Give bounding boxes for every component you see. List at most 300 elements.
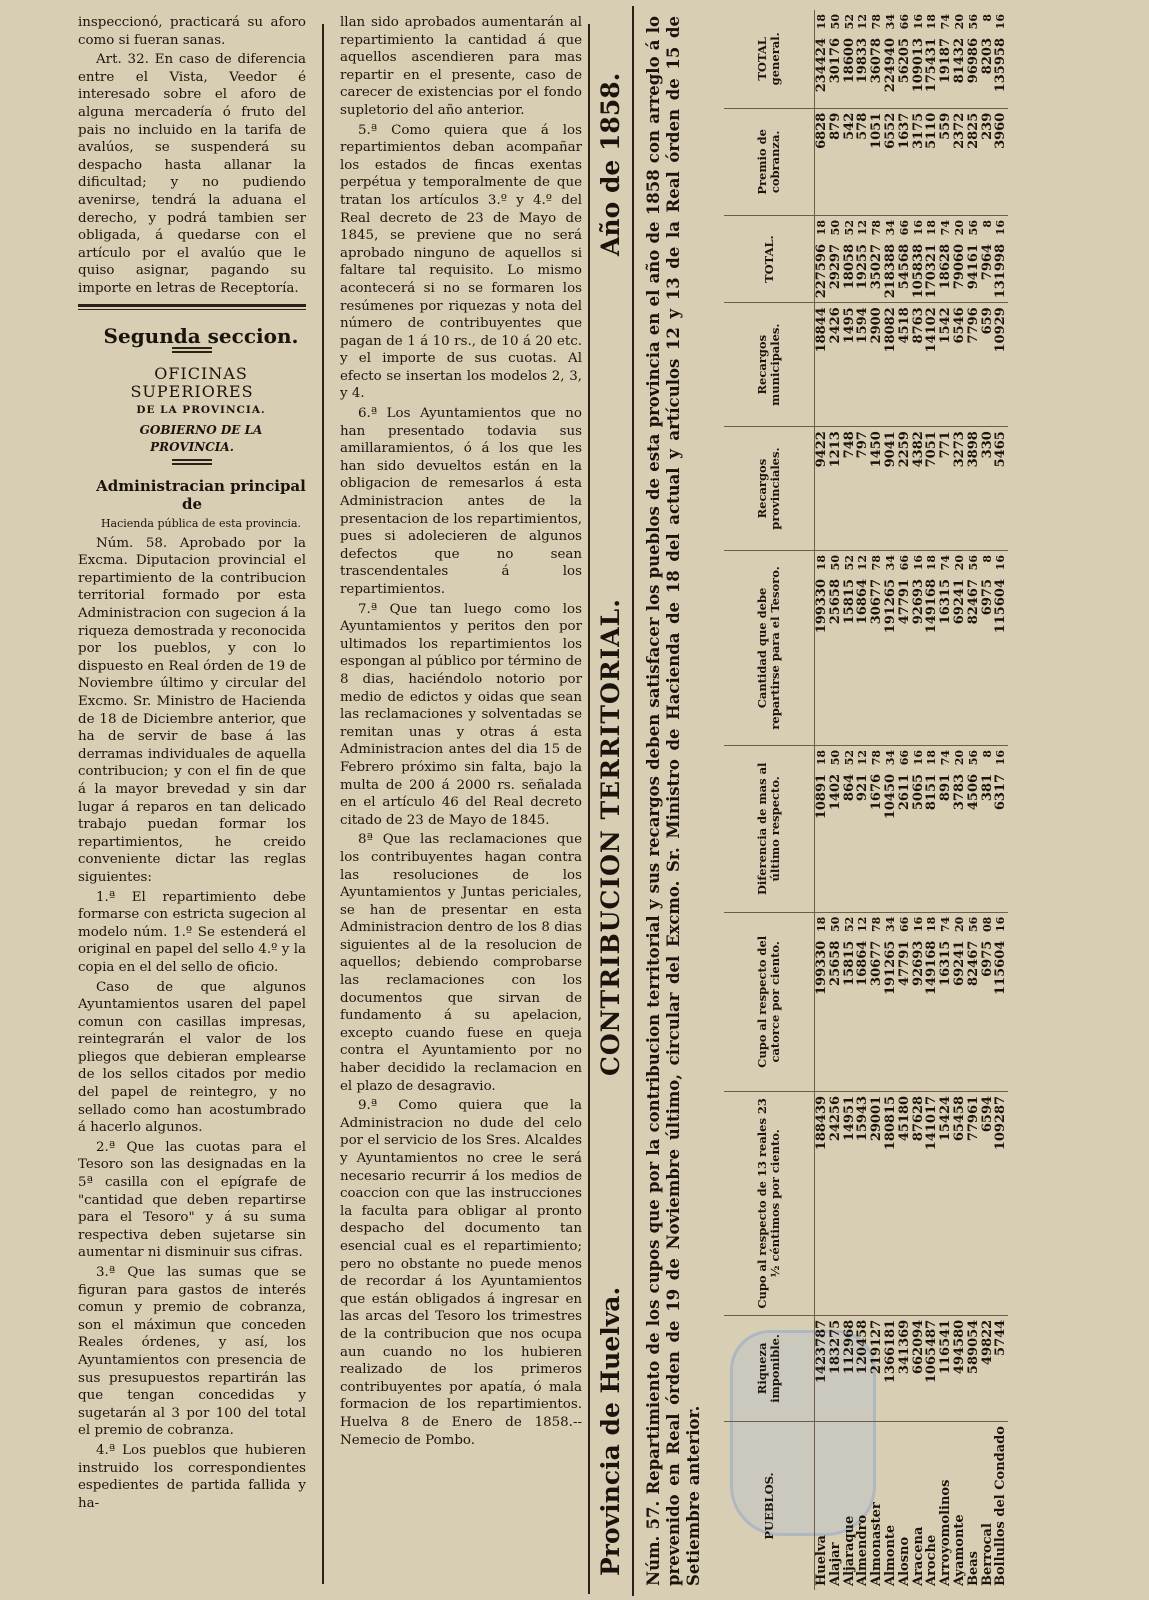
- cell-centimos: 20: [952, 555, 966, 571]
- cell-centimos: 18: [815, 555, 828, 571]
- cell-value: Aljaraque: [841, 1515, 857, 1586]
- body-paragraph: Núm. 58. Aprobado por la Excma. Diputacion provincial el repartimiento de la contribucion territorial formado por esta Administracion con sugecion á la riqueza demostrada y reconocida por los pueblos, y con lo dispuesto en Real órden de 19 de Noviembre último y circular del Excmo. Sr. Ministro de Hacienda de 18 de Diciembre anterior, que ha de servir de base á las derramas individuales de aquella contribucion; y con el fin de que á la mayor brevedad y sin dar lugar á reparos en tan delicado trabajo puedan formar los repartimientos, he creido conveniente dictar las reglas siguientes:: [78, 535, 306, 885]
- cell-centimos: 18: [815, 749, 828, 766]
- contribution-table: [724, 10, 1008, 1590]
- cell-centimos: 34: [883, 14, 897, 30]
- cell-value: 188439: [814, 1095, 829, 1151]
- cell-centimos: 74: [939, 14, 953, 30]
- cell-value: 4382: [910, 431, 926, 468]
- table-cell-premio: [953, 108, 967, 215]
- table-cell-general: [884, 10, 898, 108]
- table-cell-total: [898, 216, 912, 303]
- cell-centimos: 34: [883, 555, 897, 571]
- cell-value: 239: [979, 112, 995, 140]
- table-cell-premio: [981, 108, 995, 215]
- cell-value: 8763: [910, 307, 926, 344]
- cell-value: 79060: [951, 244, 967, 290]
- cell-centimos: 16: [911, 220, 925, 236]
- cell-value: 542: [841, 112, 857, 140]
- cell-value: 330: [979, 431, 995, 459]
- cell-centimos: 52: [842, 220, 856, 236]
- cell-value: 18058: [841, 244, 857, 290]
- table-cell-tesoro: [843, 551, 857, 746]
- table-cell-pueblo: [898, 1422, 912, 1590]
- table-row: [815, 10, 829, 1590]
- table-cell-premio: [829, 108, 843, 215]
- table-row: [829, 10, 843, 1590]
- table-cell-mun: [967, 303, 981, 427]
- table-cell-tesoro: [967, 551, 981, 746]
- section-divider: [78, 304, 306, 310]
- cell-value: 30176: [827, 38, 843, 84]
- cell-centimos: 18: [815, 14, 828, 30]
- year-heading: Año de 1858.: [596, 72, 625, 256]
- cell-value: 1051: [869, 112, 885, 149]
- table-row: [967, 10, 981, 1590]
- cell-value: 10891: [814, 773, 829, 820]
- cell-centimos: 52: [842, 749, 856, 766]
- cell-value: 6828: [814, 112, 829, 149]
- table-cell-cupo13: [953, 1091, 967, 1315]
- table-cell-total: [843, 216, 857, 303]
- cell-value: 36078: [869, 38, 885, 84]
- column-header: PUEBLOS.: [724, 1422, 815, 1590]
- cell-centimos: 16: [911, 749, 925, 766]
- table-cell-pueblo: [870, 1422, 884, 1590]
- table-row: [925, 10, 939, 1590]
- table-cell-total: [939, 216, 953, 303]
- table-cell-tesoro: [856, 551, 870, 746]
- table-cell-pueblo: [939, 1422, 953, 1590]
- table-cell-dif: [843, 745, 857, 912]
- table-cell-tesoro: [884, 551, 898, 746]
- cell-centimos: 34: [883, 749, 897, 766]
- cell-value: 1676: [869, 773, 885, 811]
- cell-value: 54568: [896, 244, 912, 290]
- cell-value: 6975: [979, 940, 995, 977]
- table-cell-tesoro: [953, 551, 967, 746]
- table-cell-prov: [829, 427, 843, 551]
- cell-value: 1423787: [814, 1319, 829, 1384]
- table-cell-dif: [925, 745, 939, 912]
- table-cell-premio: [925, 108, 939, 215]
- cell-centimos: 20: [952, 220, 966, 236]
- column-header: Recargos municipales.: [724, 303, 815, 427]
- cell-centimos: 12: [856, 916, 870, 933]
- cell-centimos: 12: [856, 555, 870, 571]
- cell-value: 7796: [965, 307, 981, 344]
- cell-centimos: 16: [994, 220, 1008, 236]
- body-paragraph: 4.ª Los pueblos que hubieren instruido los correspondientes espedientes de partida fallida y ha-: [78, 1442, 306, 1511]
- table-cell-cupo13: [967, 1091, 981, 1315]
- cell-value: 199330: [814, 579, 829, 634]
- rotated-table-section: [592, 6, 1122, 1596]
- cell-value: 14102: [924, 307, 940, 353]
- cell-value: 771: [938, 431, 954, 459]
- province-heading: Provincia de Huelva.: [596, 1286, 625, 1576]
- table-cell-dif: [829, 745, 843, 912]
- cell-centimos: 50: [828, 916, 842, 933]
- cell-value: 69241: [951, 940, 967, 986]
- table-cell-dif: [898, 745, 912, 912]
- cell-value: 234424: [814, 38, 829, 93]
- cell-value: 7964: [979, 244, 995, 281]
- table-cell-tesoro: [994, 551, 1008, 746]
- province-subtitle: DE LA PROVINCIA.: [136, 404, 266, 417]
- body-paragraph: 9.ª Como quiera que la Administracion no dude del celo por el servicio de los Sres. Alcaldes y Ayuntamientos no cree le será necesario recurrir á los medios de coaccion con que las instrucciones la faculta para obligar al pronto despacho del documento tan esencial cual es el repartimiento; pero no obstante no puede menos de recordar á los Ayuntamientos que están obligados á ingresar en las arcas del Tesoro los trimestres de la contribucion que nos ocupa aun cuando no los hubieren realizado de los primeros contribuyentes por apatía, ó mala formacion de los repartimientos. Huelva 8 de Enero de 1858.--Nemecio de Pombo.: [340, 1098, 582, 1448]
- table-cell-pueblo: [912, 1422, 926, 1590]
- table-cell-riqueza: [843, 1315, 857, 1421]
- table-cell-cupo14: [829, 912, 843, 1091]
- table-body: [815, 10, 1009, 1590]
- cell-value: 3175: [910, 112, 926, 149]
- cell-centimos: 78: [870, 916, 884, 933]
- body-paragraph: 7.ª Que tan luego como los Ayuntamientos y peritos den por ultimados los repartimientos los espongan al público por término de 8 dias, haciéndolo notorio por medio de edictos y oidas que sean las reclamaciones y solventadas se remitan unas y otras á esta Administracion antes del dia 15 de Febrero próximo sin falta, bajo la multa de 200 á 2000 rs. señalada en el artículo 46 del Real decreto citado de 23 de Mayo de 1845.: [340, 601, 582, 828]
- cell-value: 56205: [896, 38, 912, 84]
- admin-title: Administracian principal de: [96, 477, 306, 514]
- cell-centimos: 56: [966, 916, 980, 933]
- cell-value: Bollullos del Condado: [993, 1426, 1009, 1586]
- table-cell-general: [939, 10, 953, 108]
- table-cell-cupo13: [815, 1091, 829, 1315]
- table-cell-cupo13: [912, 1091, 926, 1315]
- cell-centimos: 16: [994, 916, 1008, 933]
- cell-centimos: 56: [966, 14, 980, 30]
- cell-value: 69241: [951, 579, 967, 625]
- table-cell-mun: [870, 303, 884, 427]
- cell-centimos: 52: [842, 14, 856, 30]
- cell-value: 9422: [814, 431, 829, 468]
- body-paragraph: 6.ª Los Ayuntamientos que no han presentado todavia sus amillaramientos, ó á los que les han sido devueltos están en la obligacion de remesarlos á esta Administracion antes de la presentacion de los repartimientos, pues si adolecieren de algunos defectos que no sean trascendentales á los repartimientos.: [340, 406, 582, 597]
- cell-value: 170321: [924, 244, 940, 299]
- cell-centimos: 12: [856, 749, 870, 766]
- cell-value: 578: [855, 112, 871, 140]
- cell-value: 8203: [979, 38, 995, 75]
- section-title: Segunda seccion.: [103, 323, 299, 348]
- table-cell-cupo14: [884, 912, 898, 1091]
- table-cell-general: [856, 10, 870, 108]
- table-cell-prov: [843, 427, 857, 551]
- table-header-band: [592, 6, 640, 1596]
- table-cell-premio: [967, 108, 981, 215]
- cell-value: 149168: [924, 579, 940, 634]
- table-cell-general: [925, 10, 939, 108]
- cell-value: 7051: [924, 431, 940, 468]
- cell-centimos: 56: [966, 220, 980, 236]
- table-cell-dif: [967, 745, 981, 912]
- table-cell-total: [815, 216, 829, 303]
- table-cell-pueblo: [843, 1422, 857, 1590]
- table-cell-riqueza: [967, 1315, 981, 1421]
- cell-value: 3960: [993, 112, 1009, 149]
- table-cell-tesoro: [925, 551, 939, 746]
- table-cell-cupo14: [815, 912, 829, 1091]
- cell-centimos: 18: [925, 220, 939, 236]
- table-cell-pueblo: [994, 1422, 1008, 1590]
- body-paragraph: 8ª Que las reclamaciones que los contribuyentes hagan contra las resoluciones de los Ayuntamientos y Juntas periciales, se han de presentar en esta Administracion dentro de los 8 dias siguientes al de la resolucion de aquellos; debiendo comprobarse las reclamaciones con los documentos que sirvan de fundamento á su apelacion, excepto cuando fuese en queja contra el Ayuntamiento por no haber decidido la reclamacion en el plazo de desagravio.: [340, 832, 582, 1094]
- cell-value: Almonaster: [869, 1502, 885, 1586]
- cell-value: 224940: [882, 38, 898, 93]
- table-cell-premio: [856, 108, 870, 215]
- table-cell-cupo13: [829, 1091, 843, 1315]
- cell-centimos: 12: [856, 14, 870, 30]
- cell-value: 219127: [869, 1319, 885, 1375]
- table-cell-riqueza: [829, 1315, 843, 1421]
- cell-value: Aroche: [924, 1534, 940, 1586]
- cell-value: 2372: [951, 112, 967, 149]
- table-cell-premio: [994, 108, 1008, 215]
- column-header: TOTAL general.: [724, 10, 815, 108]
- table-cell-cupo13: [898, 1091, 912, 1315]
- table-row: [856, 10, 870, 1590]
- table-cell-cupo13: [981, 1091, 995, 1315]
- table-row: [981, 10, 995, 1590]
- cell-value: 662094: [910, 1319, 926, 1375]
- table-cell-prov: [939, 427, 953, 551]
- cell-centimos: 50: [828, 14, 842, 30]
- cell-centimos: 52: [842, 916, 856, 933]
- cell-centimos: 18: [925, 555, 939, 571]
- cell-value: 92693: [910, 940, 926, 986]
- cell-centimos: 74: [939, 749, 953, 766]
- cell-centimos: 8: [980, 220, 994, 228]
- cell-centimos: 56: [966, 749, 980, 766]
- cell-value: 30677: [869, 579, 885, 625]
- cell-value: 25658: [827, 940, 843, 986]
- cell-centimos: 20: [952, 916, 966, 933]
- table-cell-mun: [884, 303, 898, 427]
- table-cell-dif: [815, 745, 829, 912]
- table-cell-premio: [870, 108, 884, 215]
- table-cell-total: [856, 216, 870, 303]
- cell-value: 29001: [869, 1095, 885, 1142]
- cell-value: 1495: [841, 307, 857, 344]
- cell-centimos: 16: [911, 916, 925, 933]
- cell-value: 864: [841, 773, 857, 802]
- contribution-heading: CONTRIBUCION TERRITORIAL.: [596, 598, 625, 1076]
- cell-value: 1213: [827, 431, 843, 468]
- cell-centimos: 18: [815, 916, 828, 933]
- cell-centimos: 16: [994, 749, 1008, 766]
- table-cell-premio: [939, 108, 953, 215]
- article-32: Art. 32. En caso de diferencia entre el Vista, Veedor é interesado sobre el aforo de alguna mercadería ó fruto del pais no incluido en la tarifa de avalúos, se suspenderá su despacho hasta allanar la dificultad; y no pudiendo avenirse, tendrá la aduana el derecho, y podrá tambien ser obligada, á quedarse con el artículo por el avalúo que le quiso asignar, pagando su importe en letras de Receptoría.: [78, 52, 306, 296]
- table-cell-prov: [856, 427, 870, 551]
- cell-value: 10450: [882, 773, 898, 820]
- table-cell-dif: [953, 745, 967, 912]
- table-cell-total: [912, 216, 926, 303]
- table-row: [884, 10, 898, 1590]
- cell-centimos: 18: [925, 749, 939, 766]
- cell-value: 891: [938, 773, 954, 802]
- cell-value: 15815: [841, 940, 857, 986]
- cell-value: 6552: [882, 112, 898, 149]
- cell-value: 5744: [993, 1319, 1009, 1356]
- cell-value: 35027: [869, 244, 885, 290]
- table-cell-tesoro: [981, 551, 995, 746]
- column-header: Cupo al respecto de 13 reales 23 ½ céntimos por ciento.: [724, 1091, 815, 1315]
- cell-value: 15815: [841, 579, 857, 625]
- table-cell-pueblo: [925, 1422, 939, 1590]
- cell-value: 1637: [896, 112, 912, 149]
- cell-centimos: 16: [994, 555, 1008, 571]
- table-cell-cupo13: [856, 1091, 870, 1315]
- table-cell-dif: [912, 745, 926, 912]
- table-cell-total: [953, 216, 967, 303]
- cell-centimos: 50: [828, 749, 842, 766]
- table-cell-prov: [994, 427, 1008, 551]
- table-cell-mun: [815, 303, 829, 427]
- cell-centimos: 20: [952, 749, 966, 766]
- cell-value: 227596: [814, 244, 829, 299]
- cell-value: 15943: [855, 1095, 871, 1142]
- table-cell-cupo14: [953, 912, 967, 1091]
- cell-centimos: 08: [980, 916, 994, 933]
- cell-value: 47791: [896, 579, 912, 625]
- table-cell-cupo13: [870, 1091, 884, 1315]
- cell-value: 15424: [938, 1095, 954, 1142]
- cell-value: 1450: [869, 431, 885, 468]
- cell-value: 5110: [924, 112, 940, 149]
- table-cell-mun: [925, 303, 939, 427]
- cell-value: 115604: [993, 579, 1009, 634]
- cell-value: 180815: [882, 1095, 898, 1151]
- table-cell-tesoro: [898, 551, 912, 746]
- table-cell-cupo14: [870, 912, 884, 1091]
- table-cell-dif: [870, 745, 884, 912]
- table-cell-cupo14: [843, 912, 857, 1091]
- cell-value: 19833: [855, 38, 871, 84]
- table-cell-prov: [925, 427, 939, 551]
- cell-value: 96986: [965, 38, 981, 84]
- admin-subtitle: Hacienda pública de esta provincia.: [100, 517, 302, 531]
- column-header: Diferencia de mas al último respecto.: [724, 745, 815, 912]
- cell-value: 6317: [993, 773, 1009, 811]
- cell-value: 2825: [965, 112, 981, 149]
- table-cell-total: [994, 216, 1008, 303]
- table-cell-riqueza: [939, 1315, 953, 1421]
- double-rule: [172, 347, 212, 353]
- cell-value: 141017: [924, 1095, 940, 1151]
- cell-value: 6975: [979, 579, 995, 616]
- table-cell-dif: [884, 745, 898, 912]
- table-cell-pueblo: [953, 1422, 967, 1590]
- column-rule: [322, 24, 324, 1584]
- cell-value: 18628: [938, 244, 954, 290]
- cell-value: 175431: [924, 38, 940, 93]
- table-cell-dif: [981, 745, 995, 912]
- table-cell-mun: [981, 303, 995, 427]
- cell-value: 381: [979, 773, 995, 802]
- cell-value: 25658: [827, 579, 843, 625]
- table-cell-mun: [856, 303, 870, 427]
- cell-value: 77961: [965, 1095, 981, 1142]
- cell-value: 748: [841, 431, 857, 459]
- cell-value: 109287: [993, 1095, 1009, 1151]
- cell-value: 191265: [882, 940, 898, 995]
- column-rule: [588, 24, 590, 1594]
- cell-value: 2259: [896, 431, 912, 468]
- cell-centimos: 34: [883, 220, 897, 236]
- cell-value: Berrocal: [979, 1523, 995, 1586]
- table-cell-riqueza: [815, 1315, 829, 1421]
- cell-value: 199330: [814, 940, 829, 995]
- cell-value: 16315: [938, 579, 954, 625]
- table-cell-riqueza: [912, 1315, 926, 1421]
- table-cell-general: [994, 10, 1008, 108]
- table-cell-total: [870, 216, 884, 303]
- body-paragraph: 5.ª Como quiera que á los repartimientos deban acompañar los estados de fincas exentas perpétua y temporalmente de que tratan los artículos 3.º y 4.º del Real decreto de 23 de Mayo de 1845, se previene que no será aprobado ninguno de aquellos si faltare tal requisito. Lo mismo acontecerá si no se formaren los resúmenes por riquezas y nota del número de contribuyentes que pagan de 1 á 10 rs., de 10 á 20 etc. y el importe de sus cuotas. Al efecto se insertan los modelos 2, 3, y 4.: [340, 122, 582, 402]
- table-cell-general: [953, 10, 967, 108]
- table-row: [898, 10, 912, 1590]
- cell-centimos: 66: [897, 555, 911, 571]
- column-header: Riqueza imponible.: [724, 1315, 815, 1421]
- table-cell-mun: [829, 303, 843, 427]
- cell-value: Ayamonte: [951, 1514, 967, 1586]
- table-cell-cupo14: [967, 912, 981, 1091]
- cell-value: 81432: [951, 38, 967, 84]
- table-cell-riqueza: [994, 1315, 1008, 1421]
- table-cell-general: [981, 10, 995, 108]
- body-paragraph: 2.ª Que las cuotas para el Tesoro son las designadas en la 5ª casilla con el epígrafe de "cantidad que deben repartirse para el Tesoro" y á su suma respectiva deben sujetarse sin aumentar ni disminuir sus cifras.: [78, 1139, 306, 1261]
- cell-value: 797: [855, 431, 871, 459]
- table-cell-general: [815, 10, 829, 108]
- cell-value: Almendro: [855, 1514, 871, 1586]
- table-cell-pueblo: [856, 1422, 870, 1590]
- cell-centimos: 16: [994, 14, 1008, 30]
- cell-value: 94161: [965, 244, 981, 290]
- table-cell-cupo14: [994, 912, 1008, 1091]
- cell-value: 82467: [965, 579, 981, 625]
- cell-centimos: 66: [897, 220, 911, 236]
- table-cell-prov: [967, 427, 981, 551]
- table-cell-general: [967, 10, 981, 108]
- table-cell-general: [829, 10, 843, 108]
- cell-centimos: 74: [939, 555, 953, 571]
- cell-value: 149168: [924, 940, 940, 995]
- cell-value: 87628: [910, 1095, 926, 1142]
- table-cell-mun: [953, 303, 967, 427]
- table-header-row: [724, 10, 815, 1590]
- table-cell-cupo13: [884, 1091, 898, 1315]
- cell-value: 8151: [924, 773, 940, 811]
- table-cell-cupo13: [994, 1091, 1008, 1315]
- cell-value: 120458: [855, 1319, 871, 1375]
- table-cell-riqueza: [870, 1315, 884, 1421]
- cell-value: 16315: [938, 940, 954, 986]
- cell-value: Almonte: [882, 1524, 898, 1586]
- cell-value: 16864: [855, 579, 871, 625]
- cell-centimos: 78: [870, 749, 884, 766]
- cell-value: 341369: [896, 1319, 912, 1375]
- table-cell-tesoro: [815, 551, 829, 746]
- table-cell-prov: [884, 427, 898, 551]
- cell-centimos: 52: [842, 555, 856, 571]
- table-row: [953, 10, 967, 1590]
- cell-value: 30677: [869, 940, 885, 986]
- table-cell-prov: [953, 427, 967, 551]
- table-cell-riqueza: [898, 1315, 912, 1421]
- cell-value: Alajar: [827, 1542, 843, 1586]
- continued-paragraph: inspeccionó, practicará su aforo como si fueran sanas.: [78, 15, 306, 48]
- table-cell-tesoro: [912, 551, 926, 746]
- table-cell-cupo14: [898, 912, 912, 1091]
- cell-value: 2611: [896, 773, 912, 811]
- column-header: TOTAL.: [724, 216, 815, 303]
- cell-value: 65458: [951, 1095, 967, 1142]
- cell-value: 1594: [855, 307, 871, 344]
- table-cell-general: [912, 10, 926, 108]
- cell-centimos: 16: [911, 555, 925, 571]
